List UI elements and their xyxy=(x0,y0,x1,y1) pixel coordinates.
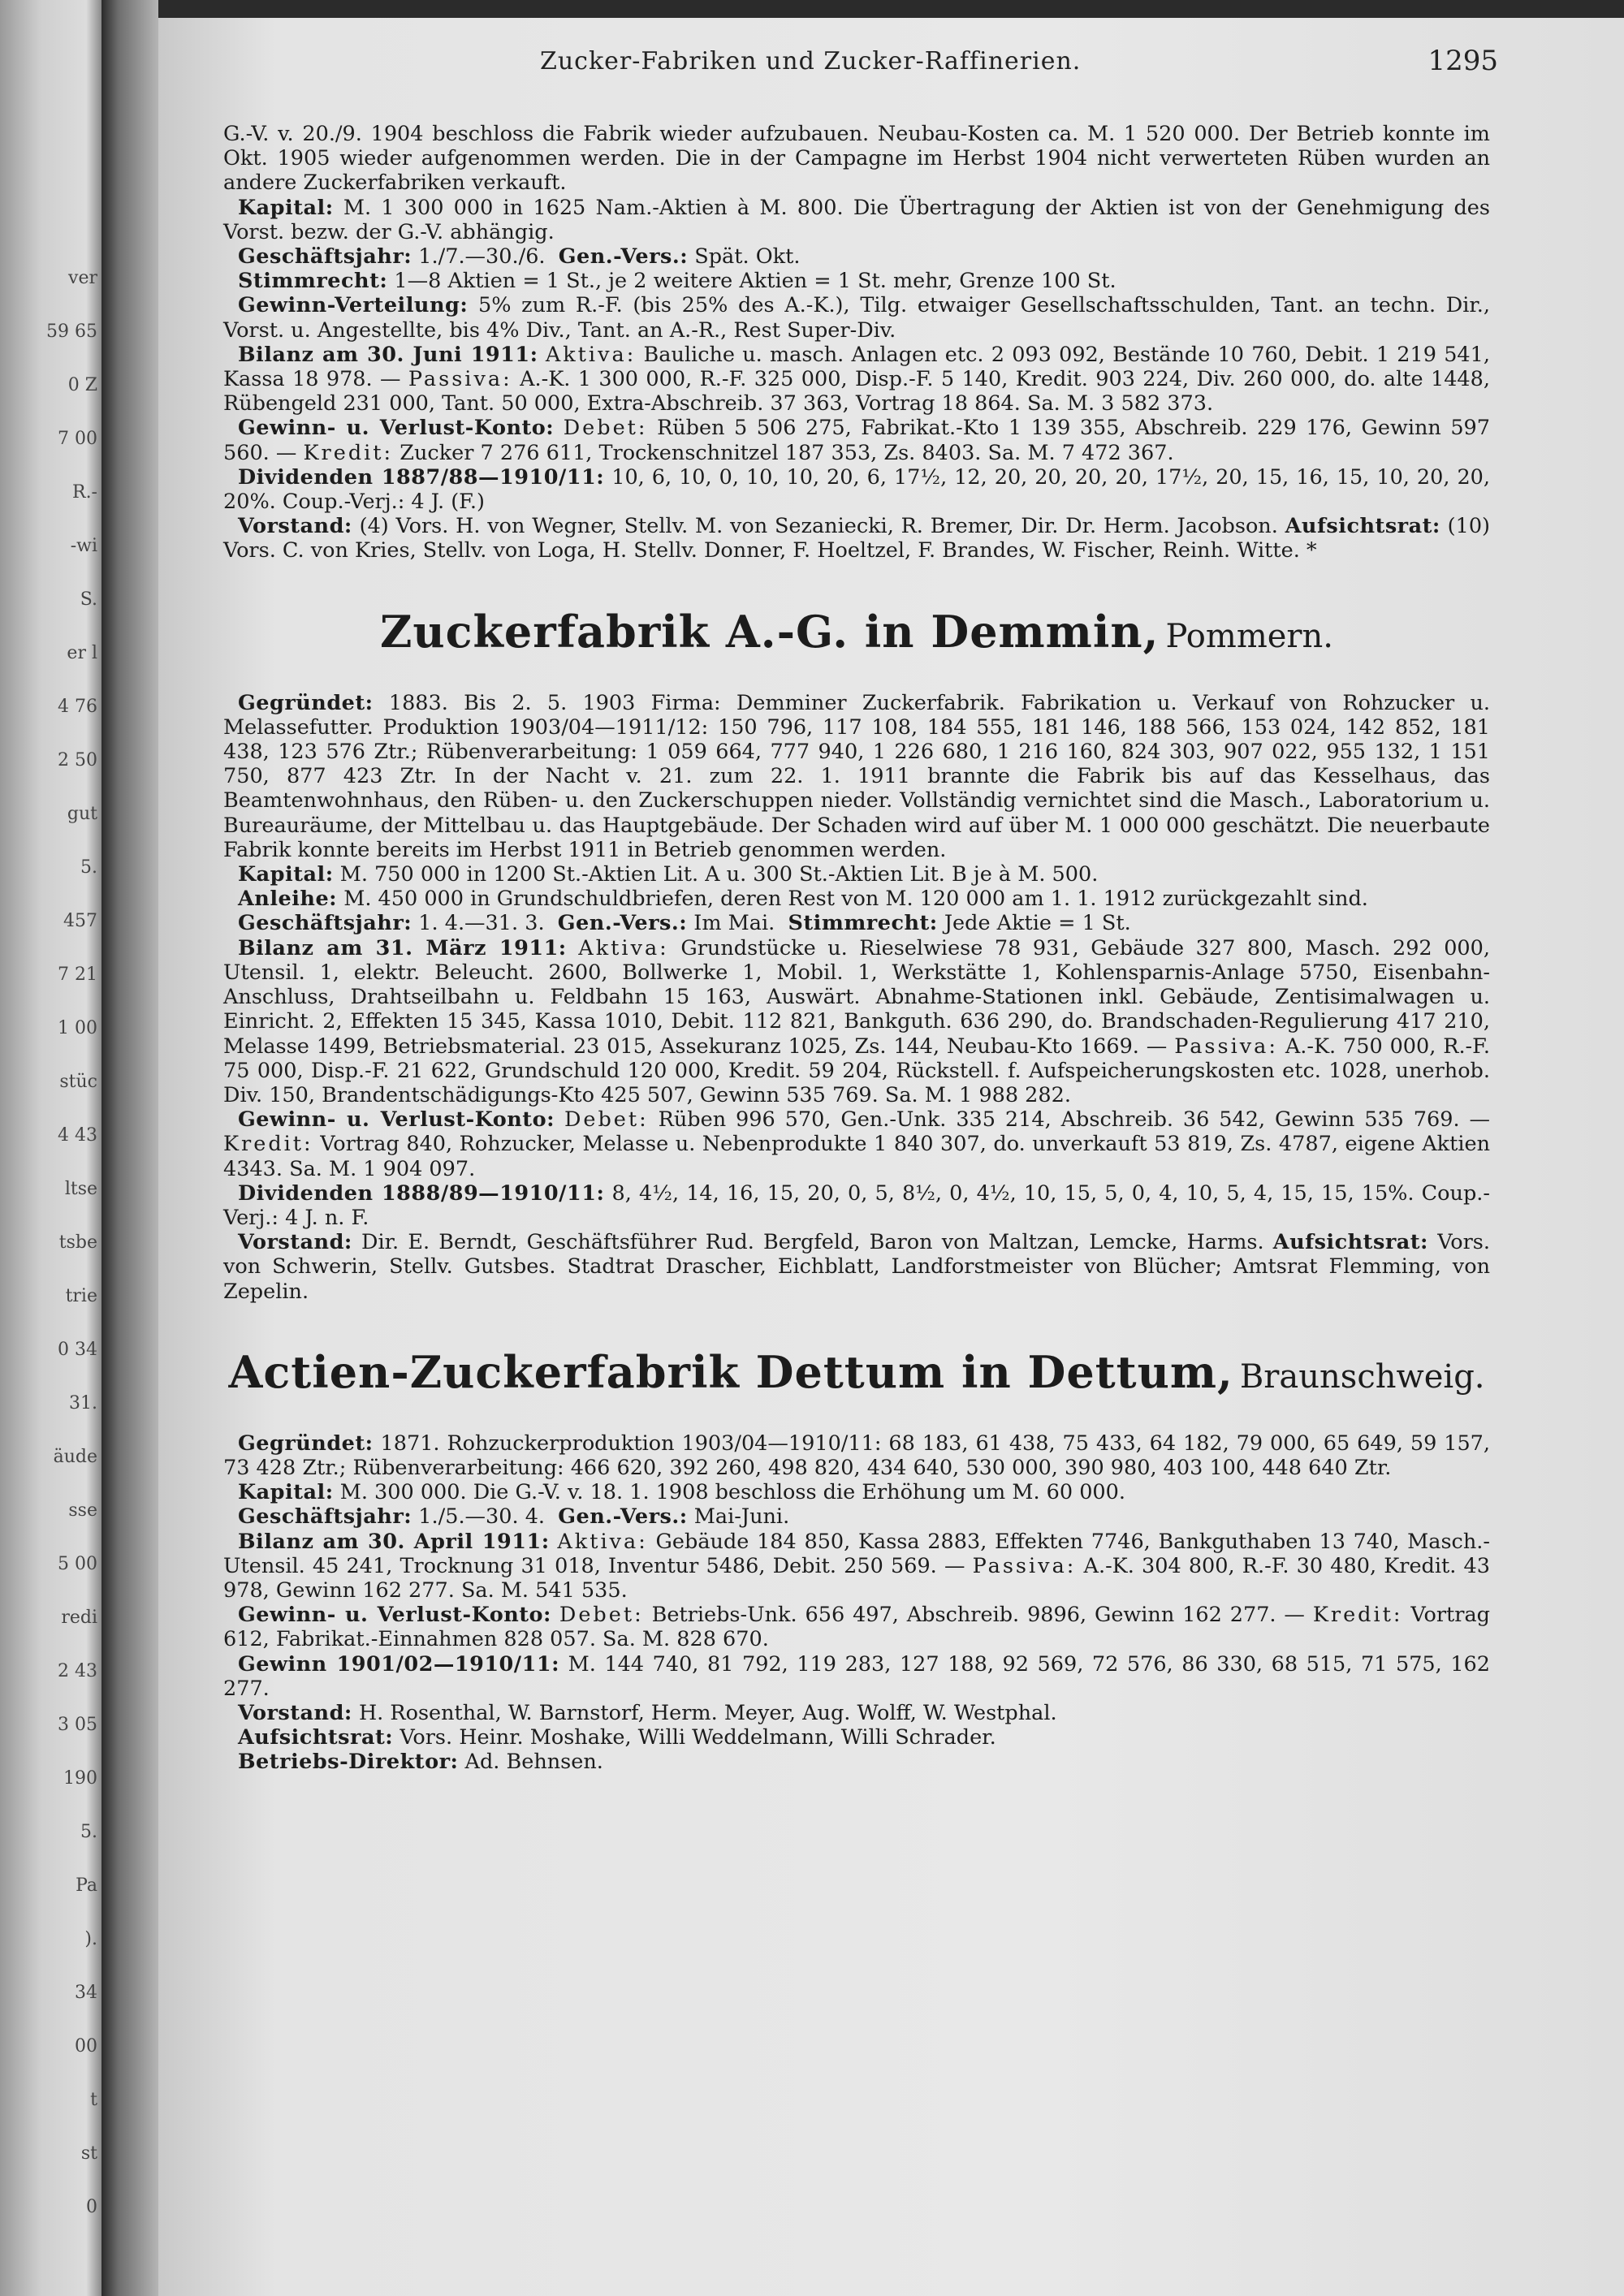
demmin-geschaeftsjahr: Geschäftsjahr: 1. 4.—31. 3. Gen.-Vers.: Im Mai. Stimmrecht: Jede Aktie = 1 St. xyxy=(238,911,1131,936)
facing-page-fragment: 00 xyxy=(75,2036,97,2056)
demmin-kapital: Kapital: M. 750 000 in 1200 St.-Aktien Lit. A u. 300 St.-Aktien Lit. B je à M. 500. xyxy=(238,862,1099,887)
dettum-bilanz: Bilanz am 30. April 1911: Aktiva: Gebäude 184 850, Kassa 2883, Effekten 7746, Bankguthaben 13 740, Masch.-Utensil. 45 241, Trocknung 31 018, Inventur 5486, Debit. 250 569. — Passiva: A.-K. 304 800, R.-F. 30 480, Kredit. 43 978, Gewinn 162 277. Sa. M. 541 535. xyxy=(223,1529,1491,1603)
dettum-betriebsdirektor: Betriebs-Direktor: Ad. Behnsen. xyxy=(238,1750,603,1775)
facing-page-fragment: tsbe xyxy=(58,1232,97,1253)
facing-page-fragment: 7 21 xyxy=(58,965,97,985)
facing-page-fragment: er l xyxy=(67,643,97,663)
facing-page-fragment: 2 43 xyxy=(58,1661,97,1681)
facing-page-fragment: R.- xyxy=(72,482,97,503)
company-heading-dettum: Actien-Zuckerfabrik Dettum in Dettum, Braunschweig. xyxy=(228,1345,1485,1398)
facing-page-fragment: redi xyxy=(61,1608,97,1628)
facing-page-fragment: 0 xyxy=(86,2197,97,2217)
field-stimmrecht: Stimmrecht: 1—8 Aktien = 1 St., je 2 weitere Aktien = 1 St. mehr, Grenze 100 St. xyxy=(238,269,1116,294)
dettum-gewinn: Gewinn 1901/02—1910/11: M. 144 740, 81 792, 119 283, 127 188, 92 569, 72 576, 86 330, 68 515, 71 575, 162 277. xyxy=(223,1651,1490,1701)
facing-page-fragment: st xyxy=(80,2143,97,2164)
company-heading-demmin: Zuckerfabrik A.-G. in Demmin, Pommern. xyxy=(379,605,1334,658)
facing-page-fragment: 0 34 xyxy=(58,1340,97,1360)
field-dividenden: Dividenden 1887/88—1910/11: 10, 6, 10, 0, 10, 10, 20, 6, 17½, 12, 20, 20, 20, 20, 17½, 20, 15, 16, 15, 10, 20, 20, 20%. Coup.-Verj.: 4 J. (F.) xyxy=(223,464,1491,515)
facing-page-fragment: ver xyxy=(68,268,97,288)
facing-page-fragment: 59 65 xyxy=(46,322,97,342)
facing-page-fragment: 3 05 xyxy=(58,1715,97,1735)
facing-page-fragment: 0 Z xyxy=(67,375,97,395)
facing-page-fragment: 31. xyxy=(69,1393,97,1413)
dettum-kapital: Kapital: M. 300 000. Die G.-V. v. 18. 1. 1908 beschloss die Erhöhung um M. 60 000. xyxy=(238,1480,1125,1505)
facing-page-fragment: 5 00 xyxy=(58,1554,97,1574)
dettum-geschaeftsjahr: Geschäftsjahr: 1./5.—30. 4. Gen.-Vers.: Mai-Juni. xyxy=(238,1504,790,1530)
facing-page-fragment: 2 50 xyxy=(58,750,97,770)
facing-page-fragment: 4 76 xyxy=(58,697,97,717)
field-kapital: Kapital: M. 1 300 000 in 1625 Nam.-Aktien à M. 800. Die Übertragung der Aktien ist von der Genehmigung des Vorst. bezw. der G.-V. abhängig. xyxy=(223,195,1490,244)
field-geschaeftsjahr: Geschäftsjahr: 1./7.—30./6. Gen.-Vers.: Spät. Okt. xyxy=(238,244,801,270)
page-number: 1295 xyxy=(1427,45,1498,77)
demmin-guv: Gewinn- u. Verlust-Konto: Debet: Rüben 996 570, Gen.-Unk. 335 214, Abschreib. 36 542, Gewinn 535 769. — Kredit: Vortrag 840, Rohzucker, Melasse u. Nebenprodukte 1 840 307, do. unverkauft 53 819, Zs. 4787, eigene Aktien 4343. Sa. M. 1 904 097. xyxy=(223,1107,1491,1181)
demmin-bilanz: Bilanz am 31. März 1911: Aktiva: Grundstücke u. Rieselwiese 78 931, Gebäude 327 800, Masch. 292 000, Utensil. 1, elektr. Beleucht. 2600, Bollwerke 1, Mobil. 1, Werkstätte 1, Kohlensparnis-Anlage 5750, Eisenbahn-Anschluss, Drahtseilbahn u. Feldbahn 15 163, Auswärt. Abnahme-Stationen inkl. Gebäude, Zentisimalwagen u. Einricht. 2, Effekten 15 345, Kassa 1010, Debit. 112 821, Bankguth. 636 290, do. Brandschaden-Regulierung 417 210, Melasse 1499, Betriebsmaterial. 23 015, Assekuranz 1025, Zs. 144, Neubau-Kto 1669. — Passiva: A.-K. 750 000, R.-F. 75 000, Disp.-F. 21 622, Grundschuld 120 000, Kredit. 59 204, Rückstell. f. Aufspeicherungskosten etc. 1028, unerhob. Div. 150, Brandentschädigungs-Kto 425 507, Gewinn 535 769. Sa. M. 1 988 282. xyxy=(223,935,1490,1107)
dettum-vorstand: Vorstand: H. Rosenthal, W. Barnstorf, Herm. Meyer, Aug. Wolff, W. Westphal. xyxy=(238,1700,1057,1725)
page-content xyxy=(223,122,1490,1775)
demmin-dividenden: Dividenden 1888/89—1910/11: 8, 4½, 14, 16, 15, 20, 0, 5, 8½, 0, 4½, 10, 15, 5, 0, 4, 10, 5, 4, 15, 15, 15%. Coup.-Verj.: 4 J. n. F. xyxy=(223,1180,1491,1230)
running-head: Zucker-Fabriken und Zucker-Raffinerien. xyxy=(540,47,1082,76)
facing-page-fragment: 7 00 xyxy=(58,429,97,449)
facing-page-fragment: 4 43 xyxy=(58,1125,97,1146)
facing-page-fragment: gut xyxy=(67,804,97,824)
facing-page-fragment: 1 00 xyxy=(58,1018,97,1038)
book-gutter xyxy=(102,0,158,2296)
facing-page-fragment: -wi xyxy=(70,536,97,556)
facing-page-fragment: äude xyxy=(53,1447,97,1467)
facing-page-fragment: S. xyxy=(80,589,97,610)
field-gewinn-verteilung: Gewinn-Verteilung: 5% zum R.-F. (bis 25% des A.-K.), Tilg. etwaiger Gesellschaftsschulden, Tant. an techn. Dir., Vorst. u. Angestellte, bis 4% Div., Tant. an A.-R., Rest Super-Div. xyxy=(223,293,1490,343)
field-vorstand-aufsichtsrat: Vorstand: (4) Vors. H. von Wegner, Stellv. M. von Sezaniecki, R. Bremer, Dir. Dr. Herm. Jacobson. Aufsichtsrat: (10) Vors. C. von Kries, Stellv. von Loga, H. Stellv. Donner, F. Hoeltzel, F. Brandes, W. Fischer, Reinh. Witte. * xyxy=(223,514,1490,563)
book-page xyxy=(158,0,1624,2296)
facing-page-fragment: ). xyxy=(84,1929,97,1949)
continued-paragraph: G.-V. v. 20./9. 1904 beschloss die Fabrik wieder aufzubauen. Neubau-Kosten ca. M. 1 520 000. Der Betrieb konnte im Okt. 1905 wieder aufgenommen werden. Die in der Campagne im Herbst 1904 nicht verwerteten Rüben wurden an andere Zuckerfabriken verkauft. xyxy=(223,122,1490,196)
facing-page-fragment: sse xyxy=(68,1500,97,1521)
facing-page-fragment: 457 xyxy=(63,911,97,931)
dettum-aufsichtsrat: Aufsichtsrat: Vors. Heinr. Moshake, Willi Weddelmann, Willi Schrader. xyxy=(238,1725,996,1750)
facing-page-fragment: 34 xyxy=(75,1983,97,2003)
facing-page-fragment: stüc xyxy=(59,1072,97,1092)
field-guv: Gewinn- u. Verlust-Konto: Debet: Rüben 5 506 275, Fabrikat.-Kto 1 139 355, Abschreib. 229 176, Gewinn 597 560. — Kredit: Zucker 7 276 611, Trockenschnitzel 187 353, Zs. 8403. Sa. M. 7 472 367. xyxy=(223,416,1491,465)
facing-page-edge xyxy=(0,0,102,2296)
facing-page-fragment: 5. xyxy=(80,1822,97,1842)
facing-page-fragment: 190 xyxy=(63,1768,97,1789)
demmin-vorstand: Vorstand: Dir. E. Berndt, Geschäftsführer Rud. Bergfeld, Baron von Maltzan, Lemcke, Harms. Aufsichtsrat: Vors. von Schwerin, Stellv. Gutsbes. Stadtrat Drascher, Eichblatt, Landforstmeister von Blücher; Amtsrat Flemming, von Zepelin. xyxy=(223,1230,1490,1304)
dettum-gegruendet: Gegründet: 1871. Rohzuckerproduktion 1903/04—1910/11: 68 183, 61 438, 75 433, 64 182, 79 000, 65 649, 59 157, 73 428 Ztr.; Rübenverarbeitung: 466 620, 392 260, 498 820, 434 640, 530 000, 390 980, 403 100, 448 640 Ztr. xyxy=(223,1431,1490,1480)
demmin-gegruendet: Gegründet: 1883. Bis 2. 5. 1903 Firma: Demminer Zuckerfabrik. Fabrikation u. Verkauf von Rohzucker u. Melassefutter. Produktion 1903/04—1911/12: 150 796, 117 108, 184 555, 181 146, 188 566, 153 024, 142 852, 181 438, 123 576 Ztr.; Rübenverarbeitung: 1 059 664, 777 940, 1 226 680, 1 216 160, 824 303, 907 022, 955 132, 1 151 750, 877 423 Ztr. In der Nacht v. 21. zum 22. 1. 1911 brannte die Fabrik bis auf das Kesselhaus, das Beamtenwohnhaus, den Rüben- u. den Zuckerschuppen nieder. Vollständig vernichtet sind die Masch., Laboratorium u. Bureauräume, der Mittelbau u. das Hauptgebäude. Der Schaden wird auf über M. 1 000 000 geschätzt. Die neuerbaute Fabrik konnte bereits im Herbst 1911 in Betrieb genommen werden. xyxy=(223,690,1490,862)
page-top-edge xyxy=(158,0,1624,18)
field-bilanz: Bilanz am 30. Juni 1911: Aktiva: Bauliche u. masch. Anlagen etc. 2 093 092, Bestände 10 760, Debit. 1 219 541, Kassa 18 978. — Passiva: A.-K. 1 300 000, R.-F. 325 000, Disp.-F. 5 140, Kredit. 903 224, Div. 260 000, do. alte 1448, Rübengeld 231 000, Tant. 50 000, Extra-Abschreib. 37 363, Vortrag 18 864. Sa. M. 3 582 373. xyxy=(223,342,1490,416)
facing-page-fragment: trie xyxy=(65,1286,97,1306)
facing-page-fragment: 5. xyxy=(80,857,97,878)
facing-page-fragment: Pa xyxy=(76,1875,97,1896)
demmin-anleihe: Anleihe: M. 450 000 in Grundschuldbriefen, deren Rest von M. 120 000 am 1. 1. 1912 zurückgezahlt sind. xyxy=(238,887,1368,912)
facing-page-fragment: t xyxy=(90,2090,97,2110)
facing-page-fragment: ltse xyxy=(64,1179,97,1199)
dettum-guv: Gewinn- u. Verlust-Konto: Debet: Betriebs-Unk. 656 497, Abschreib. 9896, Gewinn 162 277. — Kredit: Vortrag 612, Fabrikat.-Einnahmen 828 057. Sa. M. 828 670. xyxy=(223,1603,1490,1652)
